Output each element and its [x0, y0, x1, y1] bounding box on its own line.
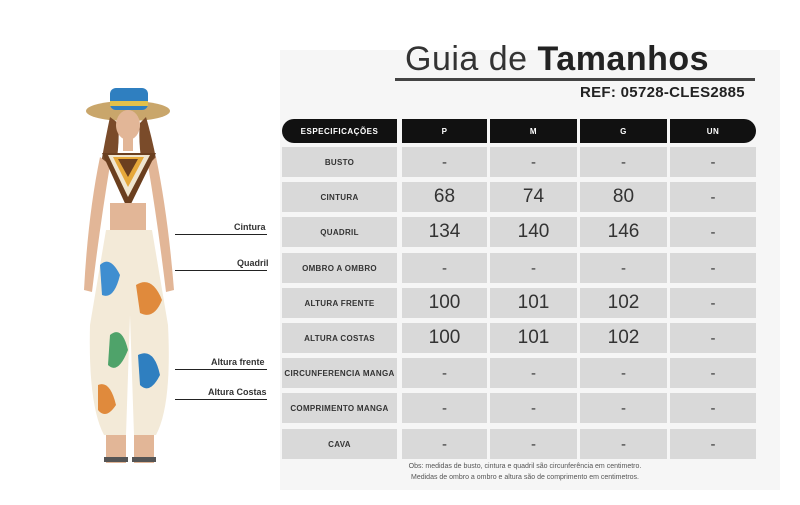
size-value-cell: - [580, 253, 667, 283]
size-value-cell: - [670, 253, 756, 283]
size-value-cell: - [670, 393, 756, 423]
spec-label: BUSTO [282, 147, 397, 177]
size-value-cell: - [402, 147, 487, 177]
label-cintura: Cintura [234, 222, 266, 232]
size-value-cell: - [490, 393, 577, 423]
size-value-cell: 102 [580, 288, 667, 318]
spec-label: CIRCUNFERENCIA MANGA [282, 358, 397, 388]
face [116, 110, 140, 140]
size-value-cell: - [402, 253, 487, 283]
size-value-cell: - [670, 288, 756, 318]
spec-label: CINTURA [282, 182, 397, 212]
size-value-cell: - [402, 429, 487, 459]
size-value-cell: - [490, 147, 577, 177]
size-value-cell: - [670, 358, 756, 388]
line-quadril [175, 270, 267, 271]
spec-label: OMBRO A OMBRO [282, 253, 397, 283]
hat-crown [110, 88, 148, 110]
title-underline [395, 78, 755, 81]
line-cintura [175, 234, 267, 235]
midriff [110, 203, 146, 231]
hat-band [110, 101, 148, 106]
size-value-cell: - [490, 429, 577, 459]
left-sandal [104, 457, 128, 462]
size-value-cell: - [670, 147, 756, 177]
header-size-un: UN [670, 119, 756, 143]
size-value-cell: 101 [490, 288, 577, 318]
size-value-cell: - [402, 358, 487, 388]
spec-label: QUADRIL [282, 217, 397, 247]
label-altura-frente: Altura frente [211, 357, 265, 367]
header-size-m: M [490, 119, 577, 143]
size-value-cell: 101 [490, 323, 577, 353]
size-value-cell: - [580, 358, 667, 388]
size-value-cell: - [580, 147, 667, 177]
header-size-g: G [580, 119, 667, 143]
size-value-cell: - [402, 393, 487, 423]
size-value-cell: - [670, 182, 756, 212]
spec-label: ALTURA FRENTE [282, 288, 397, 318]
spec-label: COMPRIMENTO MANGA [282, 393, 397, 423]
label-altura-costas: Altura Costas [208, 387, 267, 397]
product-reference: REF: 05728-CLES2885 [580, 84, 745, 101]
note-line-2: Medidas de ombro a ombro e altura são de comprimento em centimetros. [411, 474, 639, 481]
size-value-cell: 68 [402, 182, 487, 212]
line-altura-costas [175, 399, 267, 400]
size-value-cell: 74 [490, 182, 577, 212]
right-sandal [132, 457, 156, 462]
title-bold: Tamanhos [537, 40, 710, 78]
model-illustration [70, 85, 190, 470]
size-value-cell: - [670, 217, 756, 247]
size-value-cell: 80 [580, 182, 667, 212]
size-value-cell: 102 [580, 323, 667, 353]
size-value-cell: - [670, 429, 756, 459]
page-title [405, 40, 709, 79]
size-value-cell: - [490, 253, 577, 283]
title-regular: Guia de [405, 40, 528, 78]
header-size-p: P [402, 119, 487, 143]
spec-label: ALTURA COSTAS [282, 323, 397, 353]
size-value-cell: - [490, 358, 577, 388]
size-value-cell: 146 [580, 217, 667, 247]
size-value-cell: - [580, 429, 667, 459]
spec-label: CAVA [282, 429, 397, 459]
size-value-cell: 100 [402, 323, 487, 353]
label-quadril: Quadril [237, 258, 269, 268]
size-value-cell: 134 [402, 217, 487, 247]
size-value-cell: 100 [402, 288, 487, 318]
size-value-cell: 140 [490, 217, 577, 247]
neck [123, 137, 133, 151]
header-specifications: ESPECIFICAÇÕES [282, 119, 397, 143]
note-line-1: Obs: medidas de busto, cintura e quadril são circunferência em centimetro. [408, 463, 642, 470]
size-value-cell: - [670, 323, 756, 353]
size-value-cell: - [580, 393, 667, 423]
line-altura-frente [175, 369, 267, 370]
